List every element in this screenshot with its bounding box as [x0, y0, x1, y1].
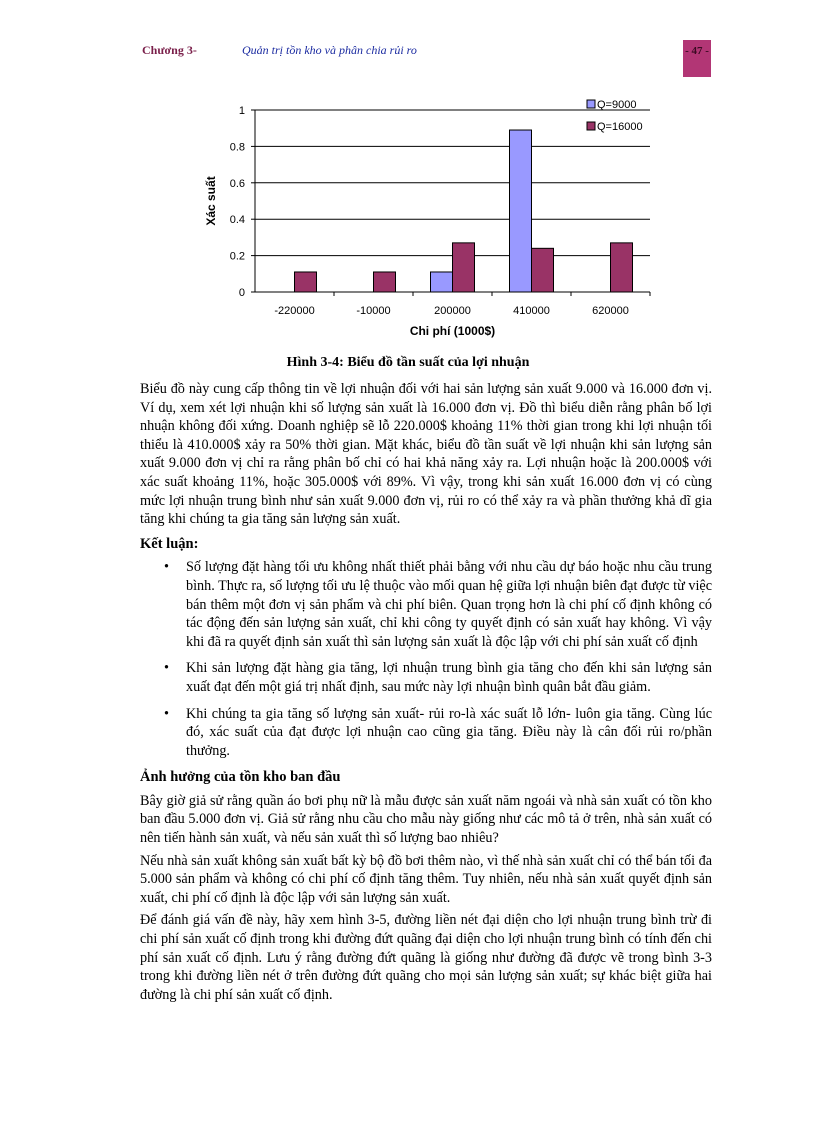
x-axis-label: Chi phí (1000$)	[409, 324, 496, 338]
intro-paragraph: Biểu đồ này cung cấp thông tin về lợi nhuận đối với hai sản lượng sản xuất 9.000 và 16.000 đơn vị. Ví dụ, xem xét lợi nhuận khi số lượng sản xuất là 16.000 đơn vị. Đồ thì biểu diễn rằng phân bố lợi nhuận không đối xứng. Doanh nghiệp sẽ lỗ 220.000$ khoảng 11% thời gian trong khi lợi nhuận tối thiểu là 410.000$ xảy ra 50% thời gian. Mặt khác, biểu đồ tần suất về lợi nhuận khi sản lượng sản xuất 9.000 đơn vị chỉ ra rằng phân bố chỉ có hai khả năng xảy ra. Lợi nhuận hoặc là 200.000$ với xác suất khoảng 11%, hoặc 305.000$ với 89%. Vì vậy, trong khi sản xuất 16.000 đơn vị có cùng mức lợi nhuận trung bình như sản xuất 9.000 đơn vị, rủi ro có thể xảy ra và phần thưởng khả dĩ gia tăng khi chúng ta gia tăng sản lượng sản xuất.	[140, 381, 712, 528]
legend-swatch	[587, 100, 595, 108]
bullet-text: Số lượng đặt hàng tối ưu không nhất thiết phải bằng với nhu cầu dự báo hoặc nhu cầu trung bình. Thực ra, số lượng tối ưu lệ thuộc vào mối quan hệ giữa lợi nhuận biên đạt được từ việc bán thêm một đơn vị sản phẩm và chi phí biên. Quan trọng hơn là chi phí cố định không có tác động đến sản lượng sản xuất, chỉ khi công ty quyết định có sản xuất hay không. Vì vậy khi đã ra quyết định sản xuất thì sản lượng sản xuất là độc lập với chi phí sản xuất cố định	[186, 559, 712, 650]
bullet-text: Khi sản lượng đặt hàng gia tăng, lợi nhuận trung bình gia tăng cho đến khi sản lượng sản xuất đạt đến một giá trị nhất định, sau mức này lợi nhuận bình quân bắt đầu giảm.	[186, 660, 712, 695]
chapter-label: Chương 3-	[142, 43, 197, 57]
bullet-icon: •	[164, 705, 169, 722]
bar	[295, 272, 317, 292]
profit-frequency-chart	[195, 98, 675, 343]
legend-swatch	[587, 122, 595, 130]
section-heading: Ảnh hưởng của tồn kho ban đầu	[140, 769, 341, 786]
y-axis-label: Xác suất	[204, 176, 218, 226]
conclusion-heading: Kết luận:	[140, 535, 199, 552]
section-paragraph: Nếu nhà sản xuất không sản xuất bất kỳ bộ đồ bơi thêm nào, vì thế nhà sản xuất chỉ có thể bán tối đa 5.000 sản phẩm và không có chi phí cố định tăng thêm. Tuy nhiên, nếu nhà sản xuất quyết định sản xuất, chi phí cố định là độc lập với sản lượng sản xuất.	[140, 852, 712, 906]
page-number-box: - 47 -	[683, 40, 711, 77]
y-tick-label: 1	[238, 105, 245, 117]
page-header	[0, 40, 816, 80]
y-tick-label: 0.2	[229, 250, 245, 263]
bar	[431, 272, 453, 292]
bullet-icon: •	[164, 660, 169, 677]
legend-label: Q=16000	[597, 121, 643, 133]
x-tick-label: 410000	[513, 305, 550, 317]
bar	[611, 243, 633, 292]
bar	[374, 272, 396, 292]
x-tick-label: -220000	[274, 305, 315, 317]
y-tick-label: 0.6	[229, 177, 245, 190]
x-tick-label: -10000	[356, 305, 391, 317]
list-item	[140, 659, 712, 696]
section-paragraph: Để đánh giá vấn đề này, hãy xem hình 3-5, đường liền nét đại diện cho lợi nhuận trung bình trừ đi chi phí sản xuất cố định trong khi đường đứt quãng đại diện cho lợi nhuận trung bình có tính đến chi phí sản xuất cố định. Lưu ý rằng đường đứt quãng là giống như đường đã được vẽ trong bình 3-3 trong khi đường liền nét ở trên đường đứt quãng cho mọi sản lượng sản xuất; sự khác biệt giữa hai đường là chi phí sản xuất cố định.	[140, 912, 712, 1003]
bullet-text: Khi chúng ta gia tăng số lượng sản xuất- rủi ro-là xác suất lỗ lớn- luôn gia tăng. Cùng lúc đó, xác suất của đạt được lợi nhuận cao cũng gia tăng. Điều này là cân đối rủi ro/phần thưởng.	[186, 705, 712, 759]
bar	[453, 243, 475, 292]
section-paragraph: Bây giờ giả sử rằng quần áo bơi phụ nữ là mẫu được sản xuất năm ngoái và nhà sản xuất có tồn kho ban đầu 5.000 đơn vị. Giả sử rằng nhu cầu cho mẫu này giống như các mô tả ở trên, nhà sản xuất có nên tiến hành sản xuất, và nếu sản xuất thì số lượng bao nhiêu?	[140, 792, 712, 847]
x-tick-label: 200000	[434, 305, 471, 317]
y-tick-label: 0.4	[229, 214, 245, 227]
conclusion-list	[140, 558, 712, 760]
bar	[532, 248, 554, 292]
list-item	[140, 705, 712, 761]
y-tick-label: 0	[238, 287, 245, 299]
chapter-subtitle: Quản trị tồn kho và phân chia rủi ro	[242, 43, 417, 57]
figure-caption: Hình 3-4: Biểu đồ tần suất của lợi nhuận	[286, 355, 530, 370]
list-item	[140, 558, 712, 651]
y-tick-label: 0.8	[229, 141, 245, 154]
x-tick-label: 620000	[592, 305, 629, 317]
bullet-icon: •	[164, 559, 169, 576]
legend-label: Q=9000	[597, 99, 637, 111]
body-text	[140, 380, 712, 1008]
bar	[510, 130, 532, 292]
